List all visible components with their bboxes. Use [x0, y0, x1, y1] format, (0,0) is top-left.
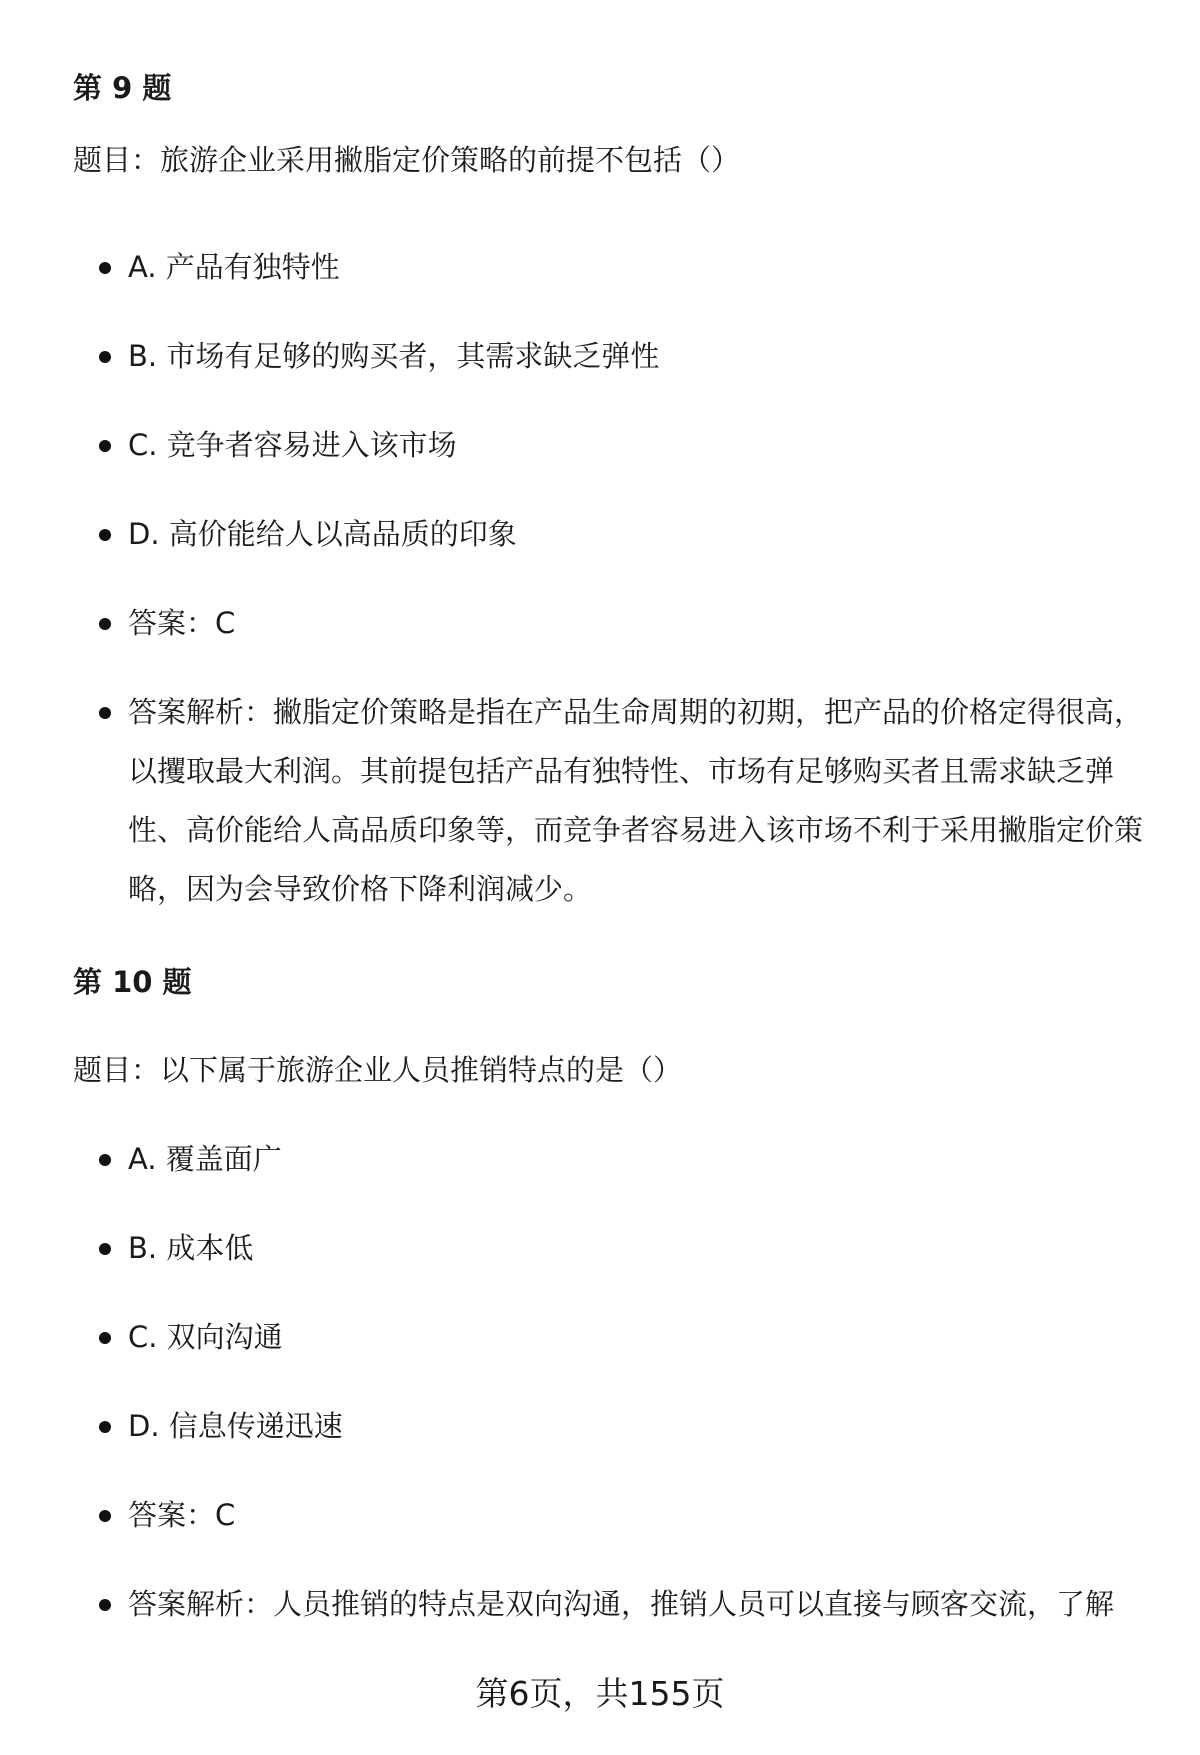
analysis-text: 答案解析：人员推销的特点是双向沟通，推销人员可以直接与顾客交流，了解 [128, 1587, 1115, 1621]
bullet-icon [99, 707, 111, 719]
bullet-icon [99, 1599, 111, 1611]
bullet-icon [99, 1243, 111, 1255]
bullet-icon [99, 1332, 111, 1344]
option-text: D. 高价能给人以高品质的印象 [128, 517, 517, 551]
question-9-analysis [128, 683, 1148, 919]
question-9-heading: 第 9 题 [73, 71, 172, 105]
question-9-answer [128, 594, 1148, 653]
question-9-option-c [128, 416, 1148, 475]
analysis-text: 答案解析：撇脂定价策略是指在产品生命周期的初期，把产品的价格定得很高，以攫取最大利润。其前提包括产品有独特性、市场有足够购买者且需求缺乏弹性、高价能给人高品质印象等，而竞争者容易进入该市场不利于采用撇脂定价策略，因为会导致价格下降利润减少。 [128, 695, 1144, 906]
option-text: C. 双向沟通 [128, 1320, 283, 1354]
answer-text: 答案：C [128, 1498, 236, 1532]
bullet-icon [99, 262, 111, 274]
question-10-analysis [128, 1575, 1148, 1634]
option-text: C. 竞争者容易进入该市场 [128, 428, 457, 462]
question-9-option-a [128, 238, 1148, 297]
bullet-icon [99, 618, 111, 630]
question-9-option-b [128, 327, 1148, 386]
bullet-icon [99, 1421, 111, 1433]
bullet-icon [99, 1154, 111, 1166]
question-10-answer [128, 1486, 1148, 1545]
bullet-icon [99, 1510, 111, 1522]
question-9-option-d [128, 505, 1148, 564]
bullet-icon [99, 351, 111, 363]
question-10-text: 题目：以下属于旅游企业人员推销特点的是（） [73, 1053, 683, 1087]
question-10-option-a [128, 1130, 1148, 1189]
option-text: A. 覆盖面广 [128, 1142, 282, 1176]
bullet-icon [99, 529, 111, 541]
answer-text: 答案：C [128, 606, 236, 640]
question-10-heading: 第 10 题 [73, 965, 192, 999]
option-text: B. 市场有足够的购买者，其需求缺乏弹性 [128, 339, 660, 373]
question-9-text: 题目：旅游企业采用撇脂定价策略的前提不包括（） [73, 143, 741, 177]
option-text: D. 信息传递迅速 [128, 1409, 343, 1443]
question-10-option-b [128, 1219, 1148, 1278]
bullet-icon [99, 440, 111, 452]
option-text: B. 成本低 [128, 1231, 254, 1265]
page-number: 第6页，共155页 [475, 1674, 725, 1713]
option-text: A. 产品有独特性 [128, 250, 340, 284]
question-10-option-c [128, 1308, 1148, 1367]
question-10-option-d [128, 1397, 1148, 1456]
